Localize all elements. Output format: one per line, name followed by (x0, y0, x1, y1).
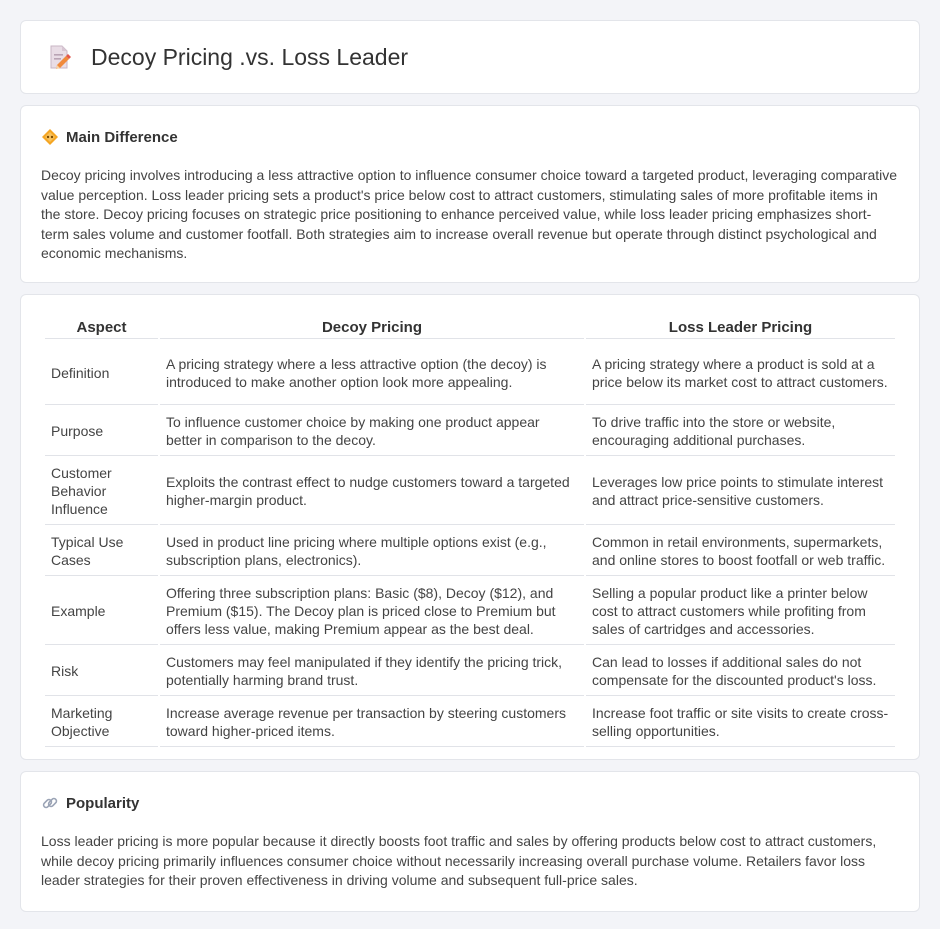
row-decoy: Used in product line pricing where multiple options exist (e.g., subscription plans, electronics). (160, 527, 584, 576)
row-decoy: To influence customer choice by making one product appear better in comparison to the decoy. (160, 407, 584, 456)
section-title-popularity: Popularity (66, 794, 140, 812)
row-loss-leader: Increase foot traffic or site visits to create cross-selling opportunities. (586, 698, 895, 747)
row-aspect: Definition (45, 341, 158, 405)
comparison-card (20, 294, 920, 760)
row-loss-leader: Can lead to losses if additional sales do not compensate for the discounted product's loss. (586, 647, 895, 696)
row-loss-leader: A pricing strategy where a product is sold at a price below its market cost to attract customers. (586, 341, 895, 405)
row-aspect: Customer Behavior Influence (45, 458, 158, 525)
main-difference-card (20, 105, 920, 283)
main-difference-text: Decoy pricing involves introducing a less attractive option to influence consumer choice toward a targeted product, leveraging comparative value perception. Loss leader pricing sets a product's price below cost to attract customers, stimulating sales of more profitable items in the store. Decoy pricing focuses on strategic price positioning to enhance perceived value, while loss leader pricing emphasizes short-term sales volume and customer footfall. Both strategies aim to increase overall revenue but operate through distinct psychological and economic mechanisms. (41, 167, 898, 262)
row-loss-leader: Common in retail environments, supermarkets, and online stores to boost footfall or web traffic. (586, 527, 895, 576)
row-loss-leader: Selling a popular product like a printer below cost to attract customers while profiting from sales of cartridges and accessories. (586, 578, 895, 645)
row-decoy: Customers may feel manipulated if they identify the pricing trick, potentially harming brand trust. (160, 647, 584, 696)
row-aspect: Example (45, 578, 158, 645)
link-icon (41, 794, 59, 812)
row-aspect: Risk (45, 647, 158, 696)
row-aspect: Marketing Objective (45, 698, 158, 747)
row-decoy: Increase average revenue per transaction by steering customers toward higher-priced items. (160, 698, 584, 747)
page-title: Decoy Pricing .vs. Loss Leader (91, 43, 409, 70)
column-header-loss-leader: Loss Leader Pricing (586, 315, 895, 339)
diamond-sparkle-icon (41, 128, 59, 146)
table-row (45, 698, 895, 747)
row-decoy: Offering three subscription plans: Basic ($8), Decoy ($12), and Premium ($15). The Decoy plan is priced close to Premium but offers less value, making Premium appear as the best deal. (160, 578, 584, 645)
section-title-main-difference: Main Difference (66, 128, 178, 146)
header-card (20, 20, 920, 94)
popularity-card (20, 771, 920, 912)
table-row (45, 341, 895, 405)
table-row (45, 527, 895, 576)
row-decoy: A pricing strategy where a less attractive option (the decoy) is introduced to make another option look more appealing. (160, 341, 584, 405)
row-decoy: Exploits the contrast effect to nudge customers toward a targeted higher-margin product. (160, 458, 584, 525)
row-loss-leader: To drive traffic into the store or website, encouraging additional purchases. (586, 407, 895, 456)
document-pencil-icon (45, 43, 73, 71)
column-header-decoy: Decoy Pricing (160, 315, 584, 339)
table-header-row (45, 315, 895, 339)
row-aspect: Purpose (45, 407, 158, 456)
table-row (45, 458, 895, 525)
row-loss-leader: Leverages low price points to stimulate interest and attract price-sensitive customers. (586, 458, 895, 525)
table-row (45, 407, 895, 456)
popularity-text: Loss leader pricing is more popular because it directly boosts foot traffic and sales by offering products below cost to attract customers, while decoy pricing primarily influences consumer choice without necessarily increasing overall purchase volume. Retailers favor loss leader strategies for their proven effectiveness in driving volume and subsequent full-price sales. (41, 833, 877, 889)
column-header-aspect: Aspect (45, 315, 158, 339)
table-row (45, 647, 895, 696)
comparison-table (43, 313, 897, 749)
row-aspect: Typical Use Cases (45, 527, 158, 576)
table-row (45, 578, 895, 645)
